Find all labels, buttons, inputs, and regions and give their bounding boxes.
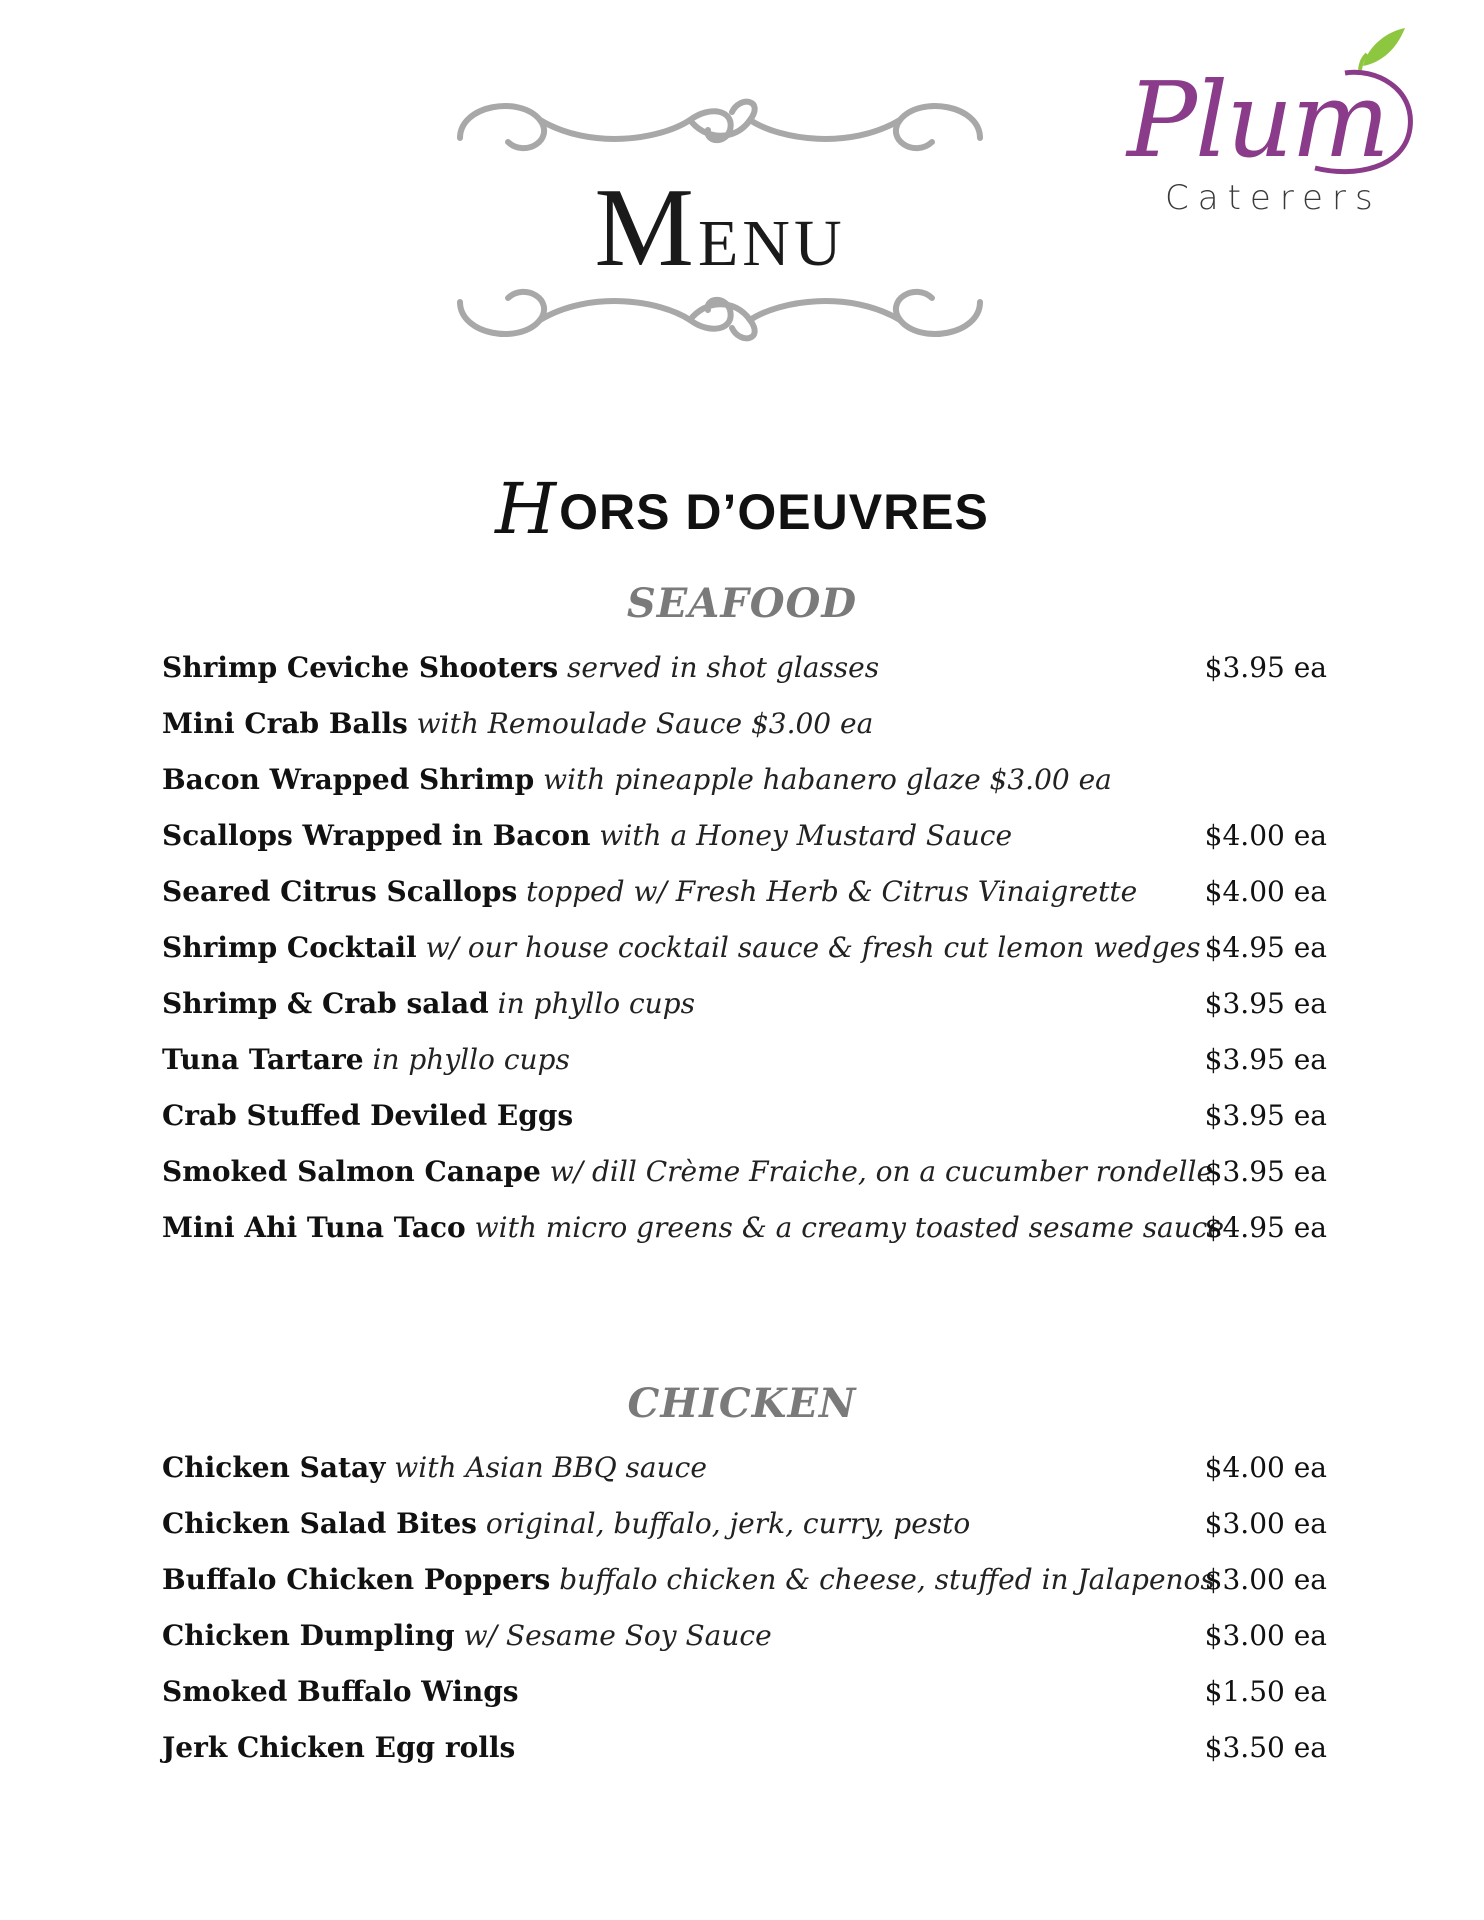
menu-item — [162, 696, 1327, 752]
section-heading: HORS D’OEUVRES — [495, 468, 989, 550]
menu-item — [162, 1608, 1327, 1664]
menu-item-name: Chicken Dumpling — [162, 1619, 455, 1652]
menu-item-description: w/ Sesame Soy Sauce — [463, 1619, 772, 1652]
menu-item-description: w/ our house cocktail sauce & fresh cut lemon wedges — [425, 931, 1201, 964]
plum-caterers-logo — [1115, 18, 1435, 228]
seafood-list — [162, 640, 1327, 1256]
menu-item — [162, 920, 1327, 976]
menu-item-price: $3.95 ea — [1204, 987, 1327, 1020]
menu-item-description: in phyllo cups — [497, 987, 695, 1020]
menu-item — [162, 1720, 1327, 1776]
menu-item — [162, 1200, 1327, 1256]
menu-item-price: $3.00 ea — [1204, 1507, 1327, 1540]
menu-item-price: $3.95 ea — [1204, 651, 1327, 684]
menu-item-price: $4.95 ea — [1204, 931, 1327, 964]
menu-item-price: $4.00 ea — [1204, 875, 1327, 908]
menu-item-description: topped w/ Fresh Herb & Citrus Vinaigrette — [526, 875, 1138, 908]
menu-item-description: served in shot glasses — [567, 651, 880, 684]
menu-item-price: $3.95 ea — [1204, 1099, 1327, 1132]
menu-item-description: with a Honey Mustard Sauce — [599, 819, 1013, 852]
menu-item-name: Smoked Salmon Canape — [162, 1155, 541, 1188]
menu-item — [162, 1032, 1327, 1088]
menu-item-description: with Asian BBQ sauce — [394, 1451, 707, 1484]
menu-item-name: Shrimp Cocktail — [162, 931, 417, 964]
menu-item-name: Crab Stuffed Deviled Eggs — [162, 1099, 574, 1132]
menu-item — [162, 752, 1327, 808]
category-chicken-heading: CHICKEN — [627, 1380, 857, 1427]
menu-item — [162, 1552, 1327, 1608]
menu-item-name: Mini Ahi Tuna Taco — [162, 1211, 466, 1244]
menu-item-price: $4.00 ea — [1204, 1451, 1327, 1484]
menu-item — [162, 808, 1327, 864]
menu-item-price: $3.95 ea — [1204, 1155, 1327, 1188]
menu-item-price: $3.50 ea — [1204, 1731, 1327, 1764]
menu-item-name: Shrimp & Crab salad — [162, 987, 489, 1020]
menu-item-name: Bacon Wrapped Shrimp — [162, 763, 535, 796]
menu-item — [162, 1144, 1327, 1200]
category-seafood-heading: SEAFOOD — [626, 580, 858, 627]
menu-item — [162, 976, 1327, 1032]
menu-item-name: Buffalo Chicken Poppers — [162, 1563, 551, 1596]
chicken-list — [162, 1440, 1327, 1776]
menu-item-name: Scallops Wrapped in Bacon — [162, 819, 591, 852]
menu-item-name: Jerk Chicken Egg rolls — [162, 1731, 516, 1764]
menu-item-description: original, buffalo, jerk, curry, pesto — [485, 1507, 971, 1540]
menu-item-price: $3.00 ea — [1204, 1619, 1327, 1652]
menu-item-price: $3.95 ea — [1204, 1043, 1327, 1076]
menu-title: MENU — [594, 166, 846, 290]
menu-item-description: with Remoulade Sauce $3.00 ea — [416, 707, 874, 740]
menu-item — [162, 1496, 1327, 1552]
menu-item-name: Mini Crab Balls — [162, 707, 408, 740]
menu-item-price: $3.00 ea — [1204, 1563, 1327, 1596]
menu-item-name: Seared Citrus Scallops — [162, 875, 518, 908]
menu-item-name: Chicken Salad Bites — [162, 1507, 477, 1540]
logo-subtitle: Caterers — [1165, 178, 1382, 218]
menu-item-description: with micro greens & a creamy toasted sesame sauce — [474, 1211, 1225, 1244]
menu-item — [162, 1440, 1327, 1496]
menu-item — [162, 864, 1327, 920]
menu-item-name: Shrimp Ceviche Shooters — [162, 651, 559, 684]
menu-item — [162, 1088, 1327, 1144]
menu-item — [162, 640, 1327, 696]
menu-item-name: Smoked Buffalo Wings — [162, 1675, 519, 1708]
menu-item-name: Tuna Tartare — [162, 1043, 364, 1076]
menu-item-description: in phyllo cups — [372, 1043, 570, 1076]
menu-item-price: $4.00 ea — [1204, 819, 1327, 852]
menu-item-description: with pineapple habanero glaze $3.00 ea — [543, 763, 1112, 796]
menu-item-description: buffalo chicken & cheese, stuffed in Jalapenos — [559, 1563, 1215, 1596]
logo-wordmark: Plum — [1127, 59, 1388, 181]
menu-item-price: $1.50 ea — [1204, 1675, 1327, 1708]
menu-item-name: Chicken Satay — [162, 1451, 386, 1484]
menu-item-price: $4.95 ea — [1204, 1211, 1327, 1244]
menu-item-description: w/ dill Crème Fraiche, on a cucumber rondelle — [549, 1155, 1214, 1188]
menu-item — [162, 1664, 1327, 1720]
